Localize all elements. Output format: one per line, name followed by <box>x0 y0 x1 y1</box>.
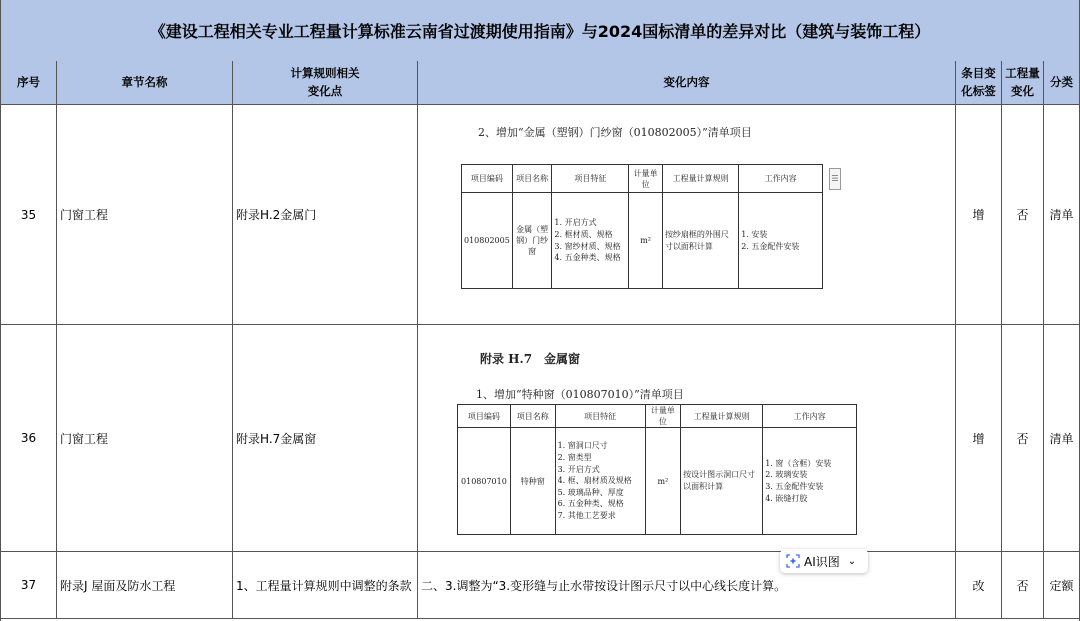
ai-recognize-button[interactable] <box>780 549 868 573</box>
row37-rule-change: 1、工程量计算规则中调整的条款 <box>233 552 418 619</box>
header-rule-change <box>233 61 418 105</box>
row37-seq: 37 <box>1 552 57 619</box>
row37-chapter: 附录J 屋面及防水工程 <box>57 552 233 619</box>
snap36-h-code: 项目编码 <box>458 405 511 428</box>
row35-snapshot-table <box>461 164 823 289</box>
snap35-work <box>739 193 823 289</box>
row35-seq: 35 <box>1 105 57 325</box>
snap35-feature: 4. 五金种类、规格 <box>554 253 621 263</box>
ai-scan-icon <box>786 554 800 568</box>
row35-snapshot-image <box>448 105 948 323</box>
snap35-side-marker-icon: ☰ <box>829 168 841 190</box>
snap35-feature: 2. 框材质、规格 <box>554 229 613 239</box>
snap36-h-unit: 计量单位 <box>645 405 681 428</box>
snap36-work-item: 2. 玻璃安装 <box>765 470 808 480</box>
snap35-code: 010802005 <box>462 193 513 289</box>
header-tag <box>956 61 1002 105</box>
snap35-h-unit: 计量单位 <box>629 165 663 193</box>
row35-chapter: 门窗工程 <box>57 105 233 325</box>
row36-snapshot-image <box>448 325 948 550</box>
row36-snapshot-heading: 附录 H.7 金属窗 <box>480 352 581 366</box>
header-seq <box>1 61 57 105</box>
sheet-title: 《建设工程相关专业工程量计算标准云南省过渡期使用指南》与2024国标清单的差异对比（建筑与装饰工程） <box>1 0 1079 62</box>
snap35-rule: 按纱扇框的外围尺寸以面积计算 <box>662 193 738 289</box>
header-chapter <box>57 61 233 105</box>
row36-snapshot-subtitle: 1、增加“特种窗（010807010）”清单项目 <box>476 388 684 401</box>
snap35-work-item: 1. 安装 <box>741 229 768 239</box>
row36-category: 清单 <box>1044 325 1079 552</box>
header-content-label: 变化内容 <box>663 74 710 89</box>
snap36-code: 010807010 <box>458 428 511 535</box>
snap35-h-feat: 项目特征 <box>552 165 629 193</box>
row35-snapshot-subtitle: 2、增加“金属（塑钢）门纱窗（010802005）”清单项目 <box>478 126 752 139</box>
snap36-work-item: 1. 窗（含框）安装 <box>765 458 832 468</box>
row36-snapshot-table <box>457 404 857 535</box>
snap36-features <box>555 428 645 535</box>
snap36-name: 特种窗 <box>510 428 555 535</box>
snap36-work <box>763 428 857 535</box>
snap35-h-code: 项目编码 <box>462 165 513 193</box>
header-chapter-label: 章节名称 <box>121 74 168 89</box>
snap36-work-item: 3. 五金配件安装 <box>765 482 824 491</box>
header-content <box>418 61 956 105</box>
row36-chapter: 门窗工程 <box>57 325 233 552</box>
snap36-work-item: 4. 嵌缝打胶 <box>765 493 808 503</box>
ai-recognize-label: AI识图 <box>804 554 840 569</box>
snap36-rule: 按设计图示洞口尺寸以面积计算 <box>681 428 763 535</box>
row37-tag: 改 <box>956 552 1002 619</box>
row36-rule-change: 附录H.7金属窗 <box>233 325 418 552</box>
header-qty-change <box>1002 61 1044 105</box>
snap36-feature: 4. 框、扇材质及规格 <box>557 476 632 486</box>
snap35-feature: 3. 窗纱材质、规格 <box>554 241 621 251</box>
snap35-features <box>552 193 629 289</box>
row37-content: 二、3.调整为“3.变形缝与止水带按设计图示尺寸以中心线长度计算。 <box>418 552 956 619</box>
snap35-h-rule: 工程量计算规则 <box>662 165 738 193</box>
snap36-h-name: 项目名称 <box>510 405 555 428</box>
header-rule-change-label: 计算规则相关 变化点 <box>290 65 360 98</box>
row36-seq: 36 <box>1 325 57 552</box>
snap36-h-feat: 项目特征 <box>555 405 645 428</box>
row36-content <box>418 325 956 552</box>
snap36-h-rule: 工程量计算规则 <box>681 405 763 428</box>
header-category <box>1044 61 1079 105</box>
row35-content <box>418 105 956 325</box>
snap36-h-work: 工作内容 <box>763 405 857 428</box>
header-qty-change-label: 工程量 变化 <box>1005 65 1040 98</box>
row37-qty-change: 否 <box>1002 552 1044 619</box>
snap35-unit: m² <box>629 193 663 289</box>
chevron-down-icon[interactable]: ⌄ <box>847 555 857 567</box>
snap36-feature: 5. 玻璃品种、厚度 <box>557 487 624 497</box>
snap36-feature: 2. 窗类型 <box>557 453 592 463</box>
snap35-feature: 1. 开启方式 <box>554 218 597 228</box>
row35-qty-change: 否 <box>1002 105 1044 325</box>
row35-category: 清单 <box>1044 105 1079 325</box>
snap36-feature: 3. 开启方式 <box>557 464 600 474</box>
row37-category: 定额 <box>1044 552 1079 619</box>
snap36-unit: m² <box>645 428 681 535</box>
snap35-h-name: 项目名称 <box>512 165 552 193</box>
snap36-feature: 7. 其他工艺要求 <box>557 510 616 520</box>
snap36-feature: 1. 窗洞口尺寸 <box>557 441 608 451</box>
snap35-h-work: 工作内容 <box>739 165 823 193</box>
snap35-work-item: 2. 五金配件安装 <box>741 241 800 251</box>
row35-rule-change: 附录H.2金属门 <box>233 105 418 325</box>
header-seq-label: 序号 <box>17 74 40 89</box>
snap35-name: 金属（塑钢）门纱窗 <box>512 193 552 289</box>
row36-tag: 增 <box>956 325 1002 552</box>
row35-tag: 增 <box>956 105 1002 325</box>
snap36-feature: 6. 五金种类、规格 <box>557 499 624 509</box>
row36-qty-change: 否 <box>1002 325 1044 552</box>
header-category-label: 分类 <box>1050 74 1073 89</box>
header-tag-label: 条目变 化标签 <box>961 65 996 98</box>
